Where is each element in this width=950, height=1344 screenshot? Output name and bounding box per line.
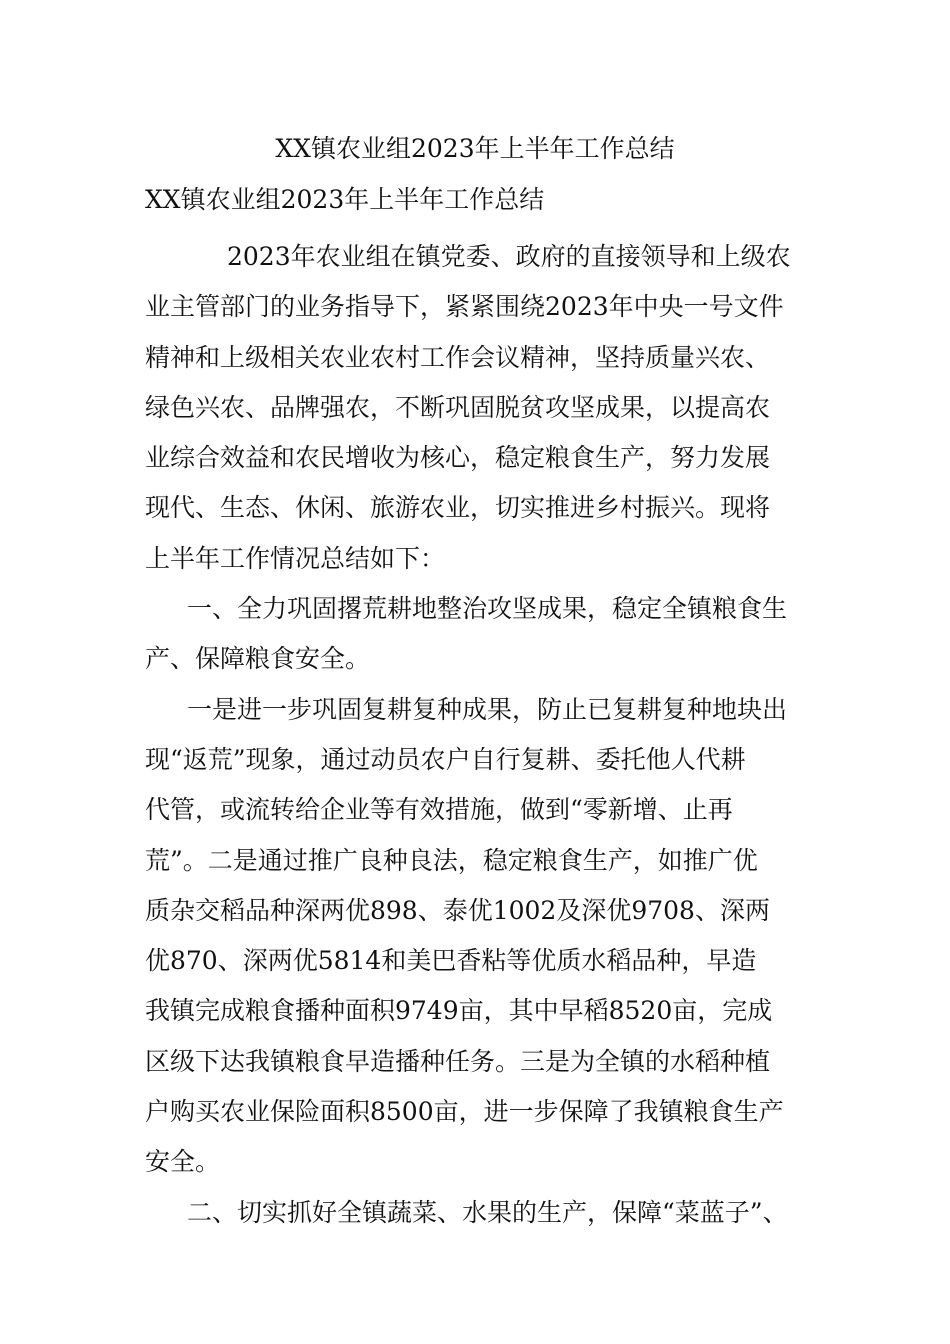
text-line: 精神和上级相关农业农村工作会议精神，坚持质量兴农、 bbox=[145, 342, 771, 372]
text-line: 业主管部门的业务指导下，紧紧围绕2023年中央一号文件 bbox=[145, 292, 784, 322]
text-line: 一、全力巩固撂荒耕地整治攻坚成果，稳定全镇粮食生 bbox=[187, 594, 788, 624]
text-line: 产、保障粮食安全。 bbox=[145, 644, 371, 674]
text-line: 二、切实抓好全镇蔬菜、水果的生产，保障“菜蓝子”、 bbox=[187, 1197, 788, 1227]
section-heading-1 bbox=[145, 584, 835, 685]
text-line: 荒”。二是通过推广良种良法，稳定粮食生产，如推广优 bbox=[145, 845, 758, 875]
section-heading-2 bbox=[145, 1188, 835, 1238]
text-line: 安全。 bbox=[145, 1147, 221, 1177]
text-line: 上半年工作情况总结如下： bbox=[145, 543, 446, 573]
text-line: 区级下达我镇粮食早造播种任务。三是为全镇的水稻种植 bbox=[145, 1046, 771, 1076]
document-title: XX镇农业组2023年上半年工作总结 bbox=[275, 134, 675, 163]
text-line: 业综合效益和农民增收为核心，稳定粮食生产，努力发展 bbox=[145, 443, 771, 473]
text-line: 现“返荒”现象，通过动员农户自行复耕、委托他人代耕 bbox=[145, 744, 746, 774]
text-line: 绿色兴农、品牌强农，不断巩固脱贫攻坚成果，以提高农 bbox=[145, 392, 771, 422]
section1-paragraph bbox=[145, 685, 835, 1188]
text-line: 代管，或流转给企业等有效措施，做到“零新增、止再 bbox=[145, 795, 733, 825]
text-line: 质杂交稻品种深两优898、泰优1002及深优9708、深两 bbox=[145, 895, 770, 925]
document-body bbox=[145, 232, 835, 1238]
text-line: 我镇完成粮食播种面积9749亩，其中早稻8520亩，完成 bbox=[145, 996, 773, 1026]
intro-paragraph bbox=[145, 232, 835, 584]
text-line: 现代、生态、休闲、旅游农业，切实推进乡村振兴。现将 bbox=[145, 493, 771, 523]
document-subtitle: XX镇农业组2023年上半年工作总结 bbox=[145, 185, 545, 214]
text-line: 一是进一步巩固复耕复种成果，防止已复耕复种地块出 bbox=[187, 694, 788, 724]
text-line: 优870、深两优5814和美巴香粘等优质水稻品种，早造 bbox=[145, 946, 757, 976]
text-line: 户购买农业保险面积8500亩，进一步保障了我镇粮食生产 bbox=[145, 1097, 784, 1127]
text-line: 2023年农业组在镇党委、政府的直接领导和上级农 bbox=[227, 242, 791, 271]
